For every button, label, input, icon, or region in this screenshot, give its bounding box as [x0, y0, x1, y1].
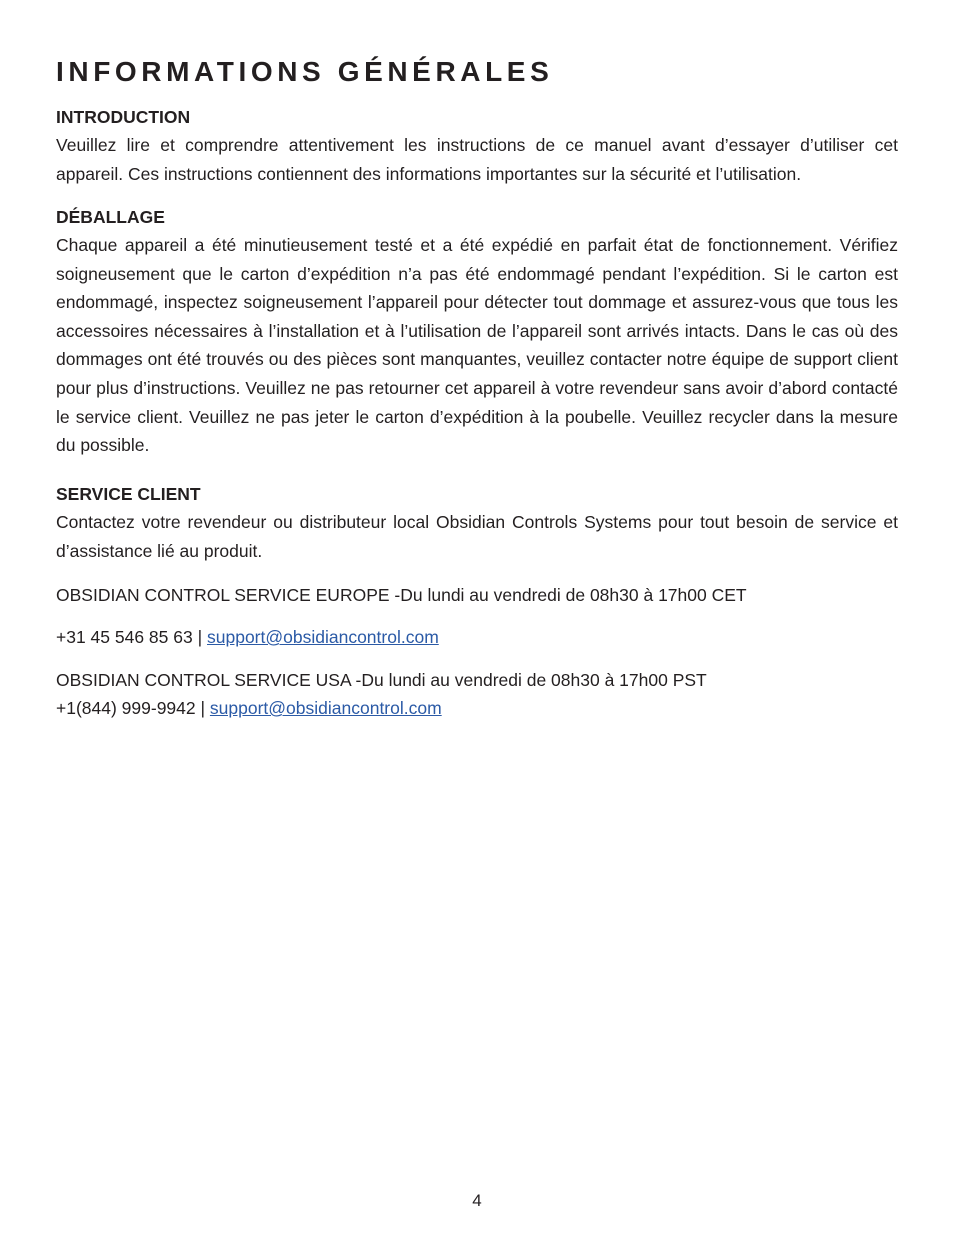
- contact-europe-phone: +31 45 546 85 63 |: [56, 627, 207, 647]
- section-body-service-client: Contactez votre revendeur ou distributeur local Obsidian Controls Systems pour tout besoin de service et d’assistance lié au produit.: [56, 512, 898, 561]
- contact-usa-phone: +1(844) 999-9942 |: [56, 698, 210, 718]
- section-heading-deballage: DÉBALLAGE: [56, 207, 165, 227]
- section-body-introduction: Veuillez lire et comprendre attentivement les instructions de ce manuel avant d’essayer d’utiliser cet appareil. Ces instructions contiennent des informations importantes sur la sécurité et l’utilisation.: [56, 135, 898, 184]
- section-service-client: [56, 484, 898, 565]
- section-heading-service-client: SERVICE CLIENT: [56, 484, 201, 504]
- contact-europe-email-link[interactable]: support@obsidiancontrol.com: [207, 627, 439, 647]
- section-body-deballage: Chaque appareil a été minutieusement testé et a été expédié en parfait état de fonctionnement. Vérifiez soigneusement que le carton d’expédition n’a pas été endommagé pendant l’expédition. Si le carton est endommagé, inspectez soigneusement l’appareil pour détecter tout dommage et assurez-vous que tous les accessoires nécessaires à l’installation et à l’utilisation de l’appareil sont arrivés intacts. Dans le cas où des dommages ont été trouvés ou des pièces sont manquantes, veuillez contacter notre équipe de support client pour plus d’instructions. Veuillez ne pas retourner cet appareil à votre revendeur sans avoir d’abord contacté le service client. Veuillez ne pas jeter le carton d’expédition à la poubelle. Veuillez recycler dans la mesure du possible.: [56, 235, 898, 456]
- contact-usa-email-link[interactable]: support@obsidiancontrol.com: [209, 698, 442, 718]
- section-deballage: [56, 207, 898, 460]
- contact-europe-hours: OBSIDIAN CONTROL SERVICE EUROPE -Du lundi au vendredi de 08h30 à 17h00 CET: [56, 585, 747, 605]
- contact-europe-line: [56, 623, 439, 652]
- contact-usa-hours: OBSIDIAN CONTROL SERVICE USA -Du lundi au vendredi de 08h30 à 17h00 PST: [56, 670, 707, 690]
- contact-usa-line: [56, 694, 442, 723]
- section-introduction: [56, 107, 898, 188]
- section-heading-introduction: INTRODUCTION: [56, 107, 191, 127]
- page-title: INFORMATIONS GÉNÉRALES: [56, 56, 554, 87]
- page-number: 4: [472, 1191, 482, 1210]
